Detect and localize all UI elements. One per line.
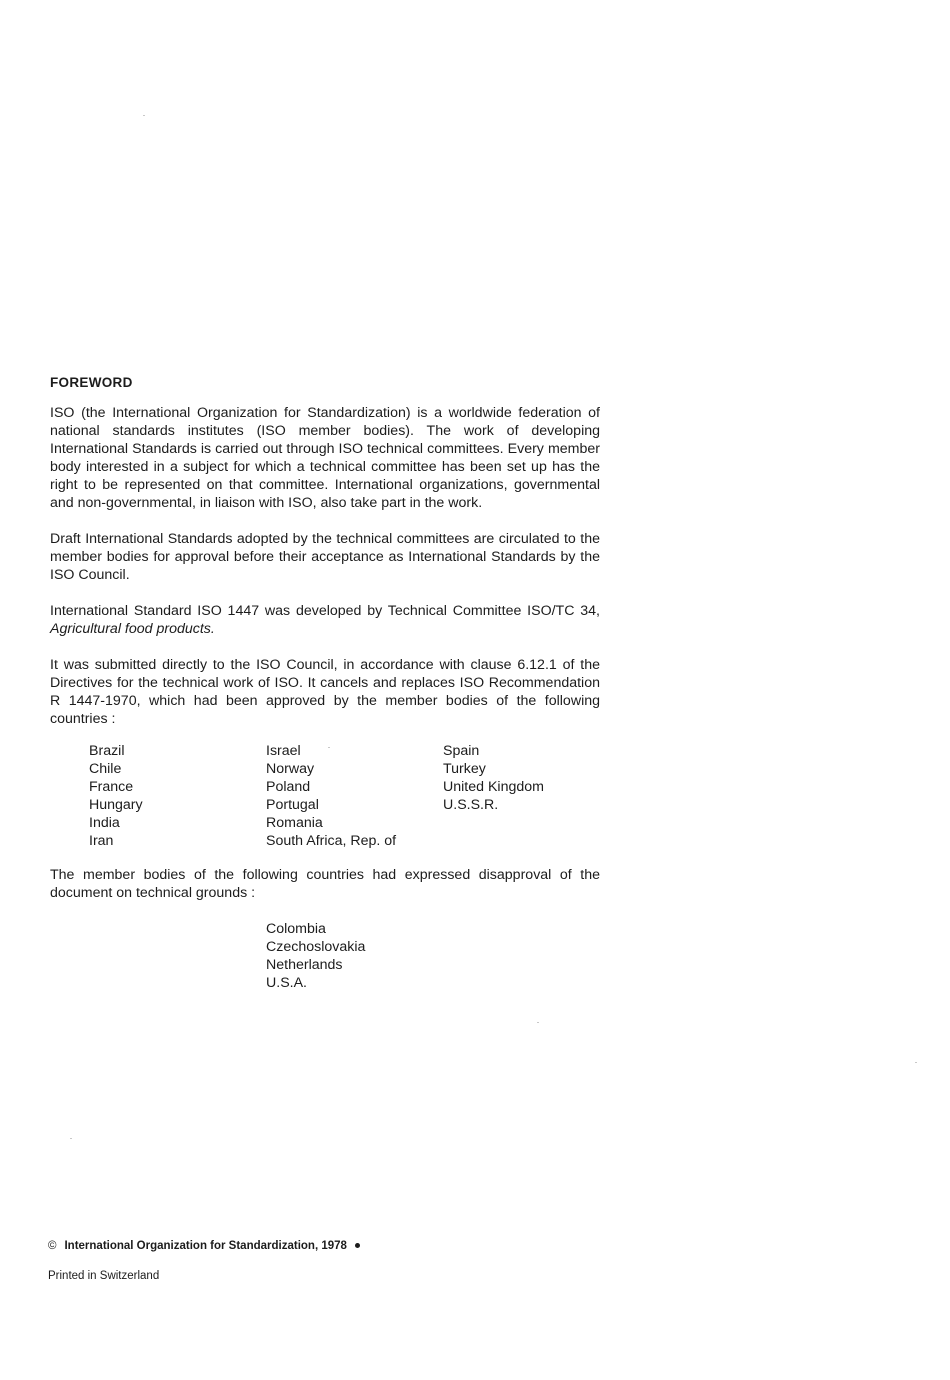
country-item: Chile — [89, 761, 122, 777]
scan-speck — [537, 1022, 539, 1023]
scan-speck — [70, 1138, 72, 1139]
scan-speck — [328, 747, 330, 748]
country-item: U.S.S.R. — [443, 797, 499, 813]
copyright-line — [48, 1240, 360, 1252]
copyright-icon: © — [48, 1240, 57, 1252]
country-item: Turkey — [443, 761, 486, 777]
scan-speck — [143, 115, 145, 116]
paragraph-committee — [50, 602, 600, 638]
country-item: Netherlands — [266, 957, 343, 973]
country-item: Spain — [443, 743, 480, 759]
country-item: Israel — [266, 743, 301, 759]
country-item: Brazil — [89, 743, 125, 759]
committee-text: International Standard ISO 1447 was developed by Technical Committee ISO/TC 34, — [50, 603, 600, 619]
paragraph-submission: It was submitted directly to the ISO Council, in accordance with clause 6.12.1 of the Directives for the technical work of ISO. It cancels and replaces ISO Recommendation R 1447-1970, which had been approved by the member bodies of the following countries : — [50, 657, 600, 727]
paragraph-disapproval: The member bodies of the following countries had expressed disapproval of the document on technical grounds : — [50, 867, 600, 901]
country-column-2 — [266, 742, 396, 850]
disapproving-countries-list — [266, 920, 600, 992]
foreword-section — [50, 374, 600, 992]
paragraph-draft-standards: Draft International Standards adopted by the technical committees are circulated to the member bodies for approval before their acceptance as International Standards by the ISO Council. — [50, 531, 600, 583]
printed-in-line: Printed in Switzerland — [48, 1270, 160, 1282]
country-item: Hungary — [89, 797, 143, 813]
copyright-text: International Organization for Standardization, 1978 — [64, 1240, 347, 1252]
foreword-heading: FOREWORD — [50, 375, 133, 390]
approving-countries-list — [50, 742, 600, 850]
country-item: Iran — [89, 833, 114, 849]
country-item: United Kingdom — [443, 779, 544, 795]
bullet-icon — [355, 1243, 360, 1248]
country-item: Czechoslovakia — [266, 939, 366, 955]
country-item: Romania — [266, 815, 323, 831]
country-item: Colombia — [266, 921, 326, 937]
committee-title: Agricultural food products. — [50, 621, 215, 637]
country-item: Poland — [266, 779, 311, 795]
country-item: Norway — [266, 761, 315, 777]
country-item: France — [89, 779, 134, 795]
country-column-3 — [443, 742, 544, 814]
country-item: India — [89, 815, 120, 831]
paragraph-iso-description: ISO (the International Organization for Standardization) is a worldwide federation of national standards institutes (ISO member bodies). The work of developing International Standards is carried out through ISO technical committees. Every member body interested in a subject for which a technical committee has been set up has the right to be represented on that committee. International organizations, governmental and non-governmental, in liaison with ISO, also take part in the work. — [50, 405, 600, 511]
country-column-1 — [89, 742, 143, 850]
country-item: Portugal — [266, 797, 319, 813]
country-item: South Africa, Rep. of — [266, 833, 397, 849]
scan-speck — [915, 1062, 917, 1063]
country-item: U.S.A. — [266, 975, 307, 991]
